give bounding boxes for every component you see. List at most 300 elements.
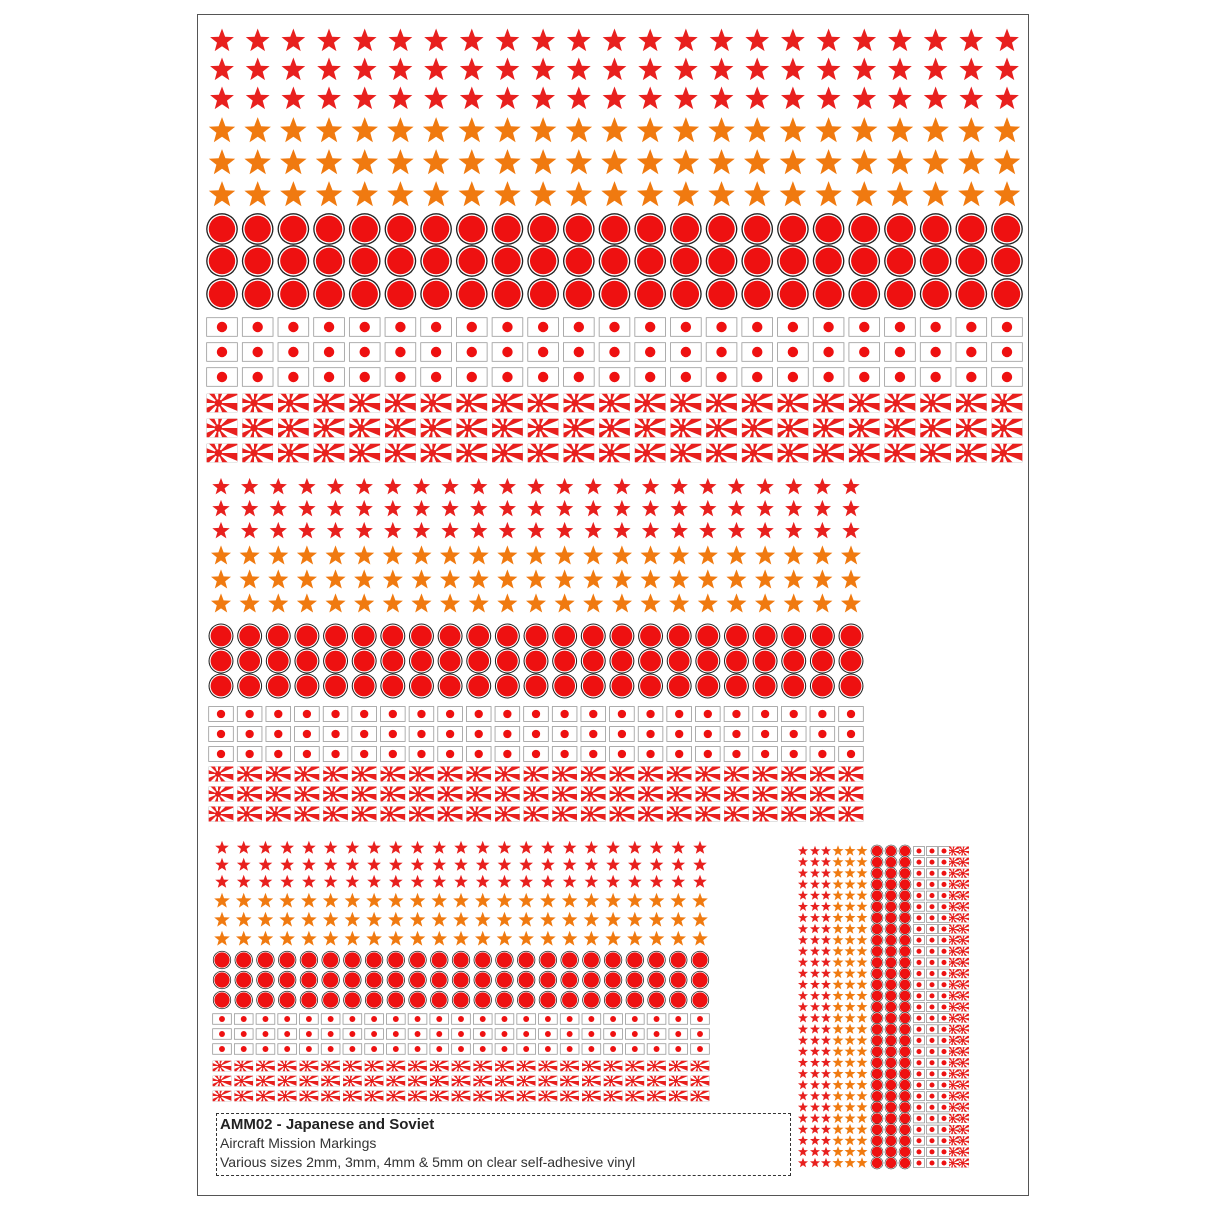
star-icon <box>887 181 914 206</box>
star-icon <box>526 593 546 612</box>
roundel-icon <box>741 245 773 277</box>
star-icon <box>556 500 573 517</box>
roundel-icon <box>527 245 559 277</box>
hinomaru-flag-icon <box>927 936 938 945</box>
roundel-icon <box>278 278 310 310</box>
star-icon <box>612 593 632 612</box>
star-icon <box>798 1080 808 1090</box>
star-icon <box>821 1069 831 1079</box>
star-icon <box>674 87 698 110</box>
roundel-icon <box>871 845 883 857</box>
hinomaru-flag-icon <box>691 1044 710 1055</box>
star-icon <box>469 593 489 612</box>
hinomaru-flag-icon <box>495 1029 514 1040</box>
star-icon <box>494 149 521 174</box>
roundel-icon <box>871 867 883 879</box>
hinomaru-flag-icon <box>669 1014 688 1025</box>
hinomaru-flag-icon <box>604 1029 623 1040</box>
roundel-icon <box>209 649 234 674</box>
star-icon <box>710 29 734 52</box>
star-icon <box>454 858 468 871</box>
hinomaru-flag-icon <box>385 318 416 337</box>
hinomaru-flag-icon <box>560 1044 579 1055</box>
hinomaru-flag-icon <box>885 368 916 387</box>
roundel-icon <box>599 213 631 245</box>
star-icon <box>798 1135 808 1145</box>
roundel-icon <box>848 278 880 310</box>
roundel-icon <box>609 624 634 649</box>
hinomaru-flag-icon <box>409 727 434 742</box>
star-icon <box>745 87 769 110</box>
hinomaru-flag-icon <box>381 727 406 742</box>
roundel-icon <box>300 951 318 969</box>
star-icon <box>798 1046 808 1056</box>
hinomaru-flag-icon <box>610 707 635 722</box>
hinomaru-flag-icon <box>781 747 806 762</box>
star-icon <box>798 1158 808 1168</box>
roundel-icon <box>899 967 911 979</box>
hinomaru-flag-icon <box>266 747 291 762</box>
hinomaru-flag-icon <box>343 1044 362 1055</box>
roundel-icon <box>885 912 897 924</box>
hinomaru-flag-icon <box>691 1014 710 1025</box>
roundel-icon <box>899 912 911 924</box>
star-icon <box>556 522 573 539</box>
roundel-icon <box>706 245 738 277</box>
product-sizes: Various sizes 2mm, 3mm, 4mm & 5mm on clear self-adhesive vinyl <box>220 1154 636 1170</box>
star-icon <box>833 1001 844 1012</box>
roundel-icon <box>667 624 692 649</box>
star-icon <box>994 117 1020 142</box>
hinomaru-flag-icon <box>914 913 925 922</box>
star-icon <box>459 149 486 174</box>
roundel-icon <box>670 245 702 277</box>
hinomaru-flag-icon <box>295 727 320 742</box>
star-icon <box>708 181 735 206</box>
star-icon <box>499 500 516 517</box>
star-icon <box>845 890 856 900</box>
star-icon <box>209 181 235 206</box>
roundel-icon <box>899 878 911 890</box>
star-icon <box>584 912 600 927</box>
roundel-icon <box>466 674 491 699</box>
star-icon <box>821 924 831 934</box>
star-icon <box>613 478 630 495</box>
roundel-icon <box>871 1045 883 1057</box>
hinomaru-flag-icon <box>582 1044 601 1055</box>
star-icon <box>327 500 344 517</box>
roundel-icon <box>706 278 738 310</box>
roundel-icon <box>539 971 557 989</box>
roundel-icon <box>213 951 231 969</box>
hinomaru-flag-icon <box>724 727 749 742</box>
star-icon <box>821 901 831 911</box>
roundel-icon <box>552 624 577 649</box>
star-icon <box>841 545 861 564</box>
star-icon <box>498 858 512 871</box>
star-icon <box>692 893 708 908</box>
star-icon <box>958 181 985 206</box>
star-icon <box>584 931 600 946</box>
hinomaru-flag-icon <box>914 1159 925 1168</box>
hinomaru-flag-icon <box>914 847 925 856</box>
star-icon <box>353 29 377 52</box>
hinomaru-flag-icon <box>452 1044 471 1055</box>
star-icon <box>212 500 229 517</box>
hinomaru-flag-icon <box>352 707 377 722</box>
star-icon <box>959 87 983 110</box>
star-icon <box>833 1035 844 1045</box>
roundel-icon <box>899 1134 911 1146</box>
star-icon <box>519 841 533 854</box>
roundel-icon <box>885 1146 897 1158</box>
hinomaru-flag-icon <box>314 318 345 337</box>
star-icon <box>810 901 820 911</box>
star-icon <box>241 500 258 517</box>
star-icon <box>637 149 664 174</box>
star-icon <box>326 569 346 588</box>
roundel-icon <box>899 1012 911 1024</box>
star-icon <box>857 1124 868 1134</box>
star-icon <box>857 1046 868 1056</box>
roundel-icon <box>777 213 809 245</box>
hinomaru-flag-icon <box>939 1092 950 1101</box>
hinomaru-flag-icon <box>927 847 938 856</box>
roundel-icon <box>724 674 749 699</box>
star-icon <box>924 58 948 81</box>
roundel-icon <box>691 971 709 989</box>
hinomaru-flag-icon <box>278 1044 297 1055</box>
roundel-icon <box>492 213 524 245</box>
star-icon <box>671 875 685 888</box>
hinomaru-flag-icon <box>365 1014 384 1025</box>
hinomaru-flag-icon <box>234 1029 253 1040</box>
star-icon <box>563 858 577 871</box>
hinomaru-flag-icon <box>213 1014 232 1025</box>
star-icon <box>671 500 688 517</box>
roundel-icon <box>349 245 381 277</box>
star-icon <box>810 957 820 967</box>
star-icon <box>562 931 578 946</box>
star-icon <box>280 149 307 174</box>
hinomaru-flag-icon <box>914 1136 925 1145</box>
hinomaru-flag-icon <box>492 368 523 387</box>
hinomaru-flag-icon <box>421 318 452 337</box>
star-icon <box>354 593 374 612</box>
roundel-icon <box>885 1112 897 1124</box>
star-icon <box>810 1024 820 1034</box>
star-icon <box>424 87 448 110</box>
roundel-icon <box>871 1134 883 1146</box>
star-icon <box>497 569 517 588</box>
hinomaru-flag-icon <box>914 869 925 878</box>
roundel-icon <box>885 967 897 979</box>
star-icon <box>494 181 521 206</box>
hinomaru-flag-icon <box>560 1029 579 1040</box>
star-icon <box>798 1002 808 1012</box>
star-icon <box>710 58 734 81</box>
star-icon <box>810 890 820 900</box>
star-icon <box>627 893 643 908</box>
roundel-icon <box>409 674 434 699</box>
roundel-icon <box>452 991 470 1009</box>
hinomaru-flag-icon <box>528 343 559 362</box>
hinomaru-flag-icon <box>495 747 520 762</box>
hinomaru-flag-icon <box>706 368 737 387</box>
hinomaru-flag-icon <box>781 707 806 722</box>
hinomaru-flag-icon <box>386 1014 405 1025</box>
roundel-icon <box>810 649 835 674</box>
star-icon <box>585 875 599 888</box>
star-icon <box>798 901 808 911</box>
hinomaru-flag-icon <box>914 1147 925 1156</box>
star-icon <box>845 1146 856 1156</box>
star-icon <box>388 912 404 927</box>
star-icon <box>815 181 841 206</box>
roundel-icon <box>206 278 238 310</box>
hinomaru-flag-icon <box>849 368 880 387</box>
hinomaru-flag-icon <box>810 727 835 742</box>
star-icon <box>756 478 773 495</box>
hinomaru-flag-icon <box>927 947 938 956</box>
hinomaru-flag-icon <box>528 368 559 387</box>
hinomaru-flag-icon <box>365 1029 384 1040</box>
star-icon <box>810 1035 820 1045</box>
star-icon <box>815 149 841 174</box>
star-icon <box>810 1046 820 1056</box>
roundel-icon <box>582 971 600 989</box>
star-icon <box>497 912 513 927</box>
star-icon <box>833 1146 844 1156</box>
star-icon <box>326 593 346 612</box>
roundel-icon <box>343 971 361 989</box>
star-icon <box>650 875 664 888</box>
roundel-icon <box>385 278 417 310</box>
star-icon <box>566 181 593 206</box>
star-icon <box>994 149 1020 174</box>
roundel-icon <box>524 674 549 699</box>
roundel-icon <box>456 245 488 277</box>
star-icon <box>810 1069 820 1079</box>
star-icon <box>745 29 769 52</box>
hinomaru-flag-icon <box>581 747 606 762</box>
star-icon <box>518 931 534 946</box>
hinomaru-flag-icon <box>408 1014 427 1025</box>
star-icon <box>244 117 271 142</box>
star-icon <box>270 478 287 495</box>
roundel-icon <box>920 278 952 310</box>
hinomaru-flag-icon <box>927 869 938 878</box>
star-icon <box>454 841 468 854</box>
roundel-icon <box>871 1101 883 1113</box>
roundel-icon <box>322 991 340 1009</box>
star-icon <box>441 500 458 517</box>
roundel-icon <box>313 278 345 310</box>
roundel-icon <box>343 951 361 969</box>
star-icon <box>316 117 343 142</box>
star-icon <box>410 893 426 908</box>
hinomaru-flag-icon <box>599 343 630 362</box>
hinomaru-flag-icon <box>914 1025 925 1034</box>
star-icon <box>389 858 403 871</box>
hinomaru-flag-icon <box>295 707 320 722</box>
roundel-icon <box>527 278 559 310</box>
star-icon <box>497 593 517 612</box>
roundel-icon <box>899 1045 911 1057</box>
hinomaru-flag-icon <box>914 891 925 900</box>
star-icon <box>857 946 868 956</box>
roundel-icon <box>885 1090 897 1102</box>
roundel-icon <box>899 1123 911 1135</box>
hinomaru-flag-icon <box>349 368 380 387</box>
hinomaru-flag-icon <box>552 747 577 762</box>
star-icon <box>833 1102 844 1112</box>
hinomaru-flag-icon <box>552 727 577 742</box>
star-icon <box>297 569 317 588</box>
hinomaru-flag-icon <box>939 1058 950 1067</box>
star-icon <box>352 149 379 174</box>
star-icon <box>845 990 856 1000</box>
hinomaru-flag-icon <box>939 1047 950 1056</box>
roundel-icon <box>991 213 1023 245</box>
star-icon <box>817 87 841 110</box>
star-icon <box>845 1057 856 1067</box>
star-icon <box>692 931 708 946</box>
hinomaru-flag-icon <box>635 318 666 337</box>
star-icon <box>744 117 771 142</box>
roundel-icon <box>266 649 291 674</box>
star-icon <box>650 841 664 854</box>
roundel-icon <box>352 649 377 674</box>
hinomaru-flag-icon <box>927 1103 938 1112</box>
roundel-icon <box>209 674 234 699</box>
hinomaru-flag-icon <box>625 1044 644 1055</box>
roundel-icon <box>582 991 600 1009</box>
star-icon <box>958 149 985 174</box>
star-icon <box>236 912 252 927</box>
roundel-icon <box>885 1068 897 1080</box>
star-icon <box>857 934 868 944</box>
star-icon <box>755 545 775 564</box>
star-icon <box>815 117 841 142</box>
star-icon <box>649 893 665 908</box>
hinomaru-flag-icon <box>927 1069 938 1078</box>
star-icon <box>566 149 593 174</box>
hinomaru-flag-icon <box>914 1036 925 1045</box>
star-icon <box>852 58 876 81</box>
roundel-icon <box>278 951 296 969</box>
roundel-icon <box>552 649 577 674</box>
star-icon <box>845 1035 856 1045</box>
roundel-icon <box>899 923 911 935</box>
hinomaru-flag-icon <box>839 747 864 762</box>
hinomaru-flag-icon <box>667 707 692 722</box>
star-icon <box>638 87 662 110</box>
hinomaru-flag-icon <box>314 368 345 387</box>
star-icon <box>423 117 449 142</box>
roundel-icon <box>387 971 405 989</box>
roundel-icon <box>871 1034 883 1046</box>
star-icon <box>498 841 512 854</box>
hinomaru-flag-icon <box>321 1044 340 1055</box>
hinomaru-flag-icon <box>581 727 606 742</box>
star-icon <box>857 968 868 978</box>
roundel-icon <box>691 991 709 1009</box>
roundel-icon <box>871 1056 883 1068</box>
star-icon <box>258 893 274 908</box>
hinomaru-flag-icon <box>300 1029 319 1040</box>
star-icon <box>410 912 426 927</box>
star-icon <box>857 1079 868 1090</box>
hinomaru-flag-icon <box>492 318 523 337</box>
star-icon <box>346 841 360 854</box>
star-icon <box>519 875 533 888</box>
star-icon <box>798 857 808 867</box>
star-icon <box>384 478 401 495</box>
star-icon <box>833 979 844 989</box>
star-icon <box>499 478 516 495</box>
roundel-icon <box>638 624 663 649</box>
hinomaru-flag-icon <box>495 727 520 742</box>
hinomaru-flag-icon <box>914 947 925 956</box>
star-icon <box>857 868 868 878</box>
roundel-icon <box>839 674 864 699</box>
star-icon <box>585 858 599 871</box>
roundel-icon <box>237 674 262 699</box>
star-icon <box>541 841 555 854</box>
roundel-icon <box>539 951 557 969</box>
star-icon <box>728 522 745 539</box>
star-icon <box>649 912 665 927</box>
star-icon <box>798 991 808 1001</box>
hinomaru-flag-icon <box>813 318 844 337</box>
hinomaru-flag-icon <box>724 747 749 762</box>
hinomaru-flag-icon <box>539 1029 558 1040</box>
hinomaru-flag-icon <box>473 1029 492 1040</box>
star-icon <box>821 1057 831 1067</box>
hinomaru-flag-icon <box>927 1081 938 1090</box>
roundel-icon <box>209 624 234 649</box>
star-icon <box>845 979 856 989</box>
roundel-icon <box>899 934 911 946</box>
hinomaru-flag-icon <box>349 318 380 337</box>
hinomaru-flag-icon <box>635 343 666 362</box>
star-icon <box>475 893 491 908</box>
roundel-icon <box>206 245 238 277</box>
star-icon <box>857 957 868 967</box>
hinomaru-flag-icon <box>209 707 234 722</box>
star-icon <box>693 858 707 871</box>
hinomaru-flag-icon <box>343 1029 362 1040</box>
star-icon <box>798 1069 808 1079</box>
hinomaru-flag-icon <box>927 1058 938 1067</box>
hinomaru-flag-icon <box>237 747 262 762</box>
star-icon <box>410 931 426 946</box>
star-icon <box>384 500 401 517</box>
roundel-icon <box>871 1090 883 1102</box>
roundel-icon <box>323 674 348 699</box>
roundel-icon <box>278 971 296 989</box>
roundel-icon <box>885 1034 897 1046</box>
roundel-icon <box>430 951 448 969</box>
hinomaru-flag-icon <box>849 343 880 362</box>
star-icon <box>567 87 591 110</box>
star-icon <box>641 545 661 564</box>
star-icon <box>810 946 820 956</box>
star-icon <box>366 912 382 927</box>
roundel-icon <box>871 934 883 946</box>
roundel-icon <box>669 991 687 1009</box>
